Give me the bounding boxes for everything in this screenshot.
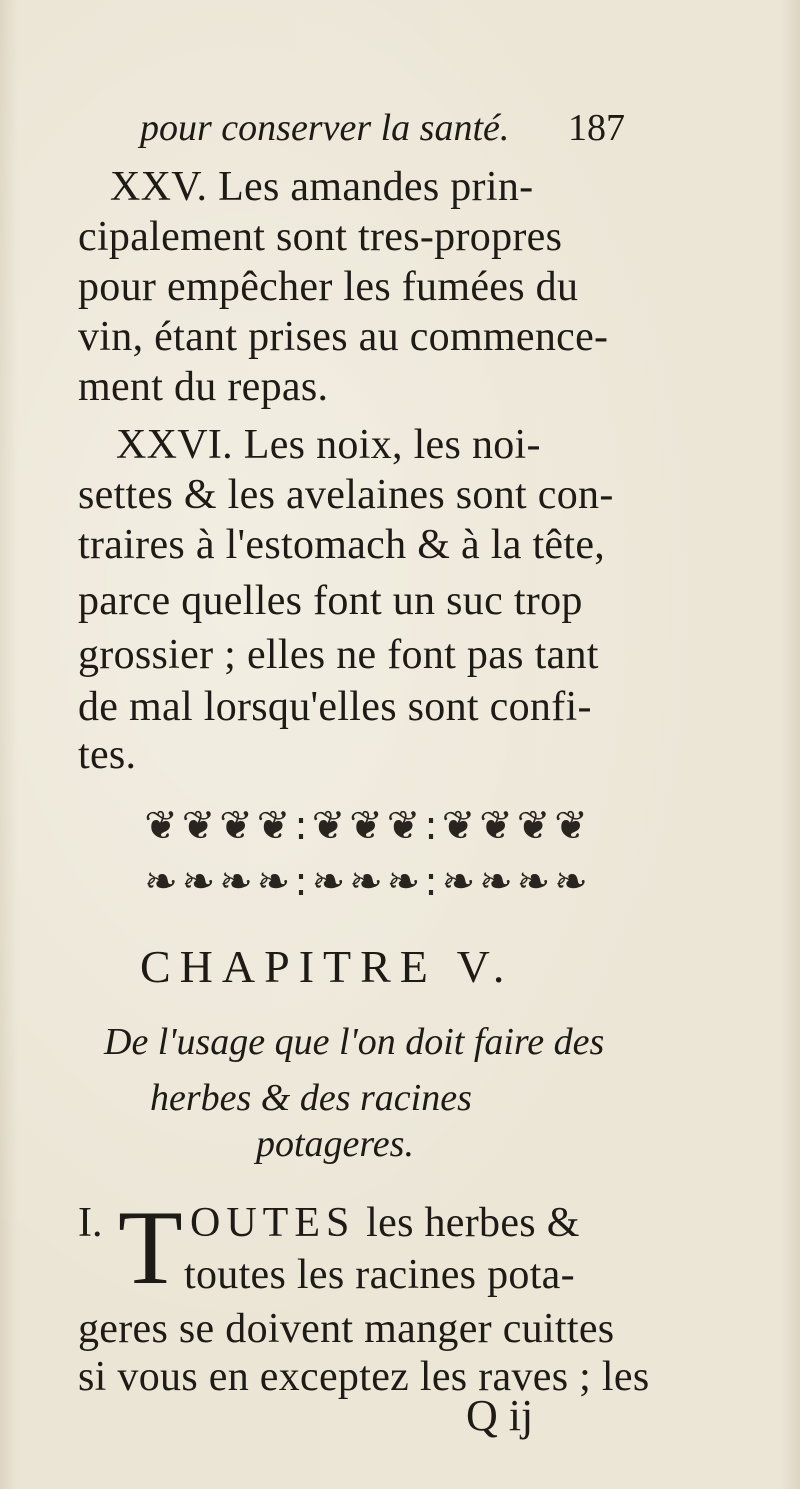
first-word-rest: OUTES [190,1200,356,1246]
signature-mark: Q ij [466,1391,534,1440]
body-line-2: toutes les racines pota- [184,1252,575,1298]
paragraph-xxv-line-2: cipalement sont tres-propres [78,214,563,260]
body-line-1-rest: les herbes & [366,1200,580,1246]
body-line-3: geres se doivent manger cuittes [78,1306,615,1352]
drop-cap: T [118,1189,183,1306]
paragraph-xxvi-line-7: tes. [78,732,137,778]
section-numeral: I. [78,1200,103,1246]
paragraph-xxv-line-4: vin, étant prises au commence- [78,314,609,360]
paragraph-xxvi-line-6: de mal lorsqu'elles sont confi- [78,684,592,730]
running-head: pour conserver la santé. [140,107,510,149]
paragraph-xxvi-line-3: traires à l'estomach & à la tête, [78,522,606,568]
page-number: 187 [568,107,625,149]
chapter-subtitle-line-2: herbes & des racines [150,1077,472,1119]
paragraph-xxvi-line-5: grossier ; elles ne font pas tant [78,632,599,678]
chapter-heading: CHAPITRE V. [140,941,514,992]
paragraph-xxvi-line-2: settes & les avelaines sont con- [78,472,614,518]
ornament-band-top: ❦❦❦❦:❦❦❦:❦❦❦❦ [144,803,592,849]
paragraph-xxv-line-3: pour empêcher les fumées du [78,264,579,310]
chapter-subtitle-line-3: potageres. [256,1123,414,1165]
body-line-1 [190,1198,670,1248]
paragraph-xxv-line-5: ment du repas. [78,364,329,410]
paragraph-xxvi-line-4: parce quelles font un suc trop [78,578,583,624]
ornament-band-bottom: ❧❧❧❧:❧❧❧:❧❧❧❧ [144,859,592,905]
body-line-4: si vous en exceptez les raves ; les [78,1354,650,1400]
paragraph-xxvi-line-1: XXVI. Les noix, les noi- [116,422,541,468]
chapter-subtitle-line-1: De l'usage que l'on doit faire des [104,1021,605,1063]
paragraph-xxv-line-1: XXV. Les amandes prin- [110,164,534,210]
